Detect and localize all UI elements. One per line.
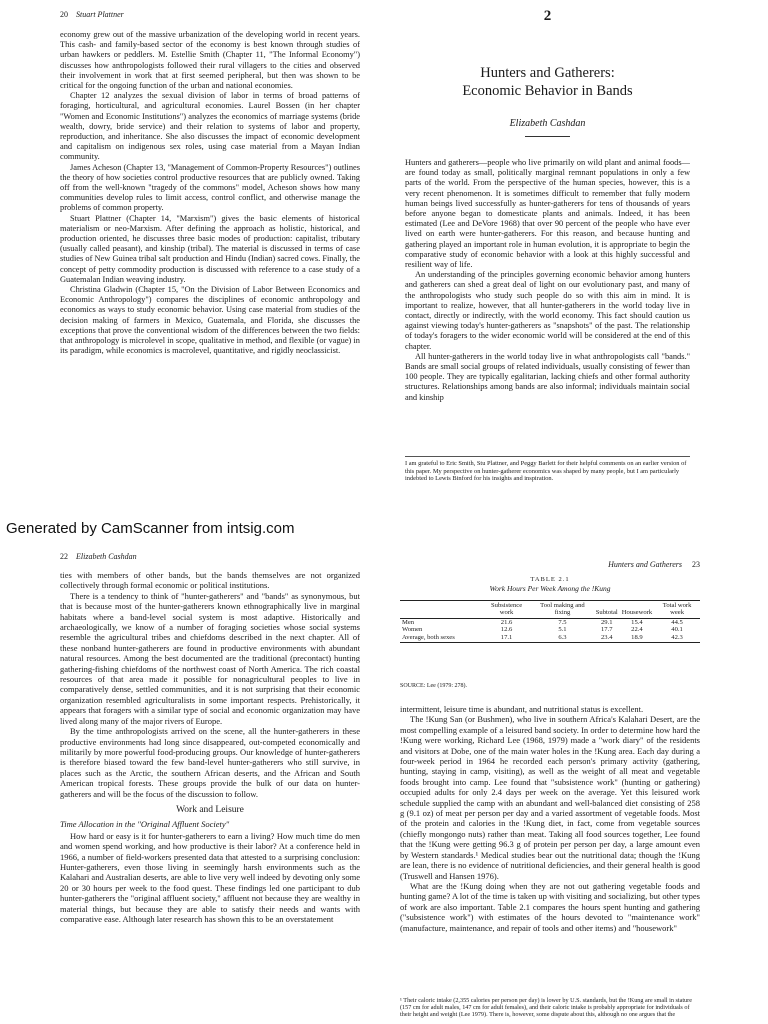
table-cell: Average, both sexes: [402, 634, 455, 641]
paragraph: By the time anthropologists arrived on the scene, all the hunter-gatherers in these productive environments had long since disappeared, out-competed economically and militarily by more powerful food-producing groups. Our knowledge of hunter-gatherers is therefore biased toward the few band-level hunter-gatherers who still survive, in places such as the Arctic, the southern African deserts, and the African and South American tropical forests. These groups provide the bulk of our data on hunter-gatherers and will be the focus of the discussion to follow.: [60, 726, 360, 799]
table-row: [400, 618, 700, 626]
body-text: [400, 704, 700, 933]
table-source: SOURCE: Lee (1979: 278).: [400, 683, 467, 689]
running-header: [60, 10, 124, 19]
paragraph: How hard or easy is it for hunter-gatherers to earn a living? How much time do men and women spend working, and how productive is their labor? At a conference held in 1966, a number of field-workers presented data that attested to a surprising conclusion: Hunter-gatherers, even those living in seemingly harsh environments such as the Kalahari and Australian deserts, are able to live very well indeed by devoting only some 20 or 30 hours per week to the food quest. These findings led one participant to dub hunter-gatherers the "original affluent society," affluent not because they are wealthy in material things, but because they are able to satisfy their needs and wants with comparative ease. Although later research has shown this to be an overstatement: [60, 830, 360, 924]
table-cell: 17.1: [500, 634, 513, 641]
paragraph: Christina Gladwin (Chapter 15, "On the Division of Labor Between Economics and Economic Anthropology") compares the disciplines of economic anthropology and economics as ways to study economic behavior. Using case material from studies of the decision making of farmers in Mexico, Guatemala, and Florida, she discusses the exceptions that prove the conventional wisdom of the differences between the two fields: that anthropology is microlevel in scope, qualitative in method, and flexible (or vague) in its paradigm, while economics is macrolevel, quantitative, and rigidly neoclassicist.: [60, 285, 360, 356]
table-row: [400, 626, 700, 634]
table-cell: 7.5: [558, 618, 567, 626]
table-cell: 22.4: [631, 626, 643, 634]
footnote: ¹ Their caloric intake (2,355 calories per person per day) is lower by U.S. standards, but the !Kung are small in stature (157 cm for adult males, 147 cm for adult females), and their caloric intake is probably appropriate for individuals of their height and weight (Lee 1979). There is, however, some dispute about this, although no one argues that the: [400, 997, 692, 1019]
paragraph: Stuart Plattner (Chapter 14, "Marxism") gives the basic elements of historical materialism or neo-Marxism. After defining the approach as holistic, historical, and production oriented, he discusses three basic modes of production: capitalist, tributary (usually called peasant), and kinship (tribal). The material is discussed in terms of case studies of New Guinea tribal salt production and Hindu (Indian) sacred cows. Finally, the concept of petty commodity production is discussed with reference to a case study of a Guatemalan Indian weaving industry.: [60, 213, 360, 284]
table-cell: 18.9: [631, 634, 643, 641]
chapter-title: [405, 64, 690, 100]
body-text: [405, 158, 690, 403]
chapter-author: Elizabeth Cashdan: [509, 118, 586, 129]
table-caption: TABLE 2.1: [530, 576, 570, 583]
camscanner-banner: Generated by CamScanner from intsig.com: [6, 520, 295, 537]
chapter-title-line-2: Economic Behavior in Bands: [462, 83, 633, 99]
table-header-cell: Housework: [621, 609, 653, 617]
table-row: [400, 634, 700, 642]
page-number: 23: [692, 560, 700, 569]
paragraph: ties with members of other bands, but the bands themselves are not organized collectively through formal economic or political institutions.: [60, 570, 360, 591]
section-heading: Work and Leisure: [176, 804, 244, 815]
table-cell: Women: [402, 626, 423, 634]
acknowledgement-footnote: I am grateful to Eric Smith, Stu Plattner, and Peggy Barlett for their helpful comments on an earlier version of this paper. My perspective on hunter-gatherer economics was shaped by many people, but I am particularly indebted to Lewis Binford for his insights and inspiration.: [405, 456, 690, 483]
table-header-cell: [400, 601, 482, 619]
paragraph: There is a tendency to think of "hunter-gatherers" and "bands" as synonymous, but that is because most of the hunter-gatherers known ethnographically live in marginal habitats where a band-level social system is most adaptive. Historically and archaeologically, we know of a number of foraging societies whose social systems resemble the agricultural tribes and chiefdoms described in the next chapter. All of these nonband hunter-gatherers are found in productive environments with abundant natural resources. Among the best documented are the traditional (precontact) hunting gathering-fishing chiefdoms of the northwest coast of North America. The rich coastal resources of that area made it possible for nonagricultural peoples to live in comparatively dense, settled communities, and it is not surprising that their economic organization resembled agriculturalists in some important respects. Prehistorically, it appears that foragers with a similar type of social and economic organization may have lived along many of the major rivers of Europe.: [60, 590, 360, 726]
table-cell: 42.3: [671, 634, 683, 641]
page-number: 22: [60, 552, 68, 561]
page-number: 20: [60, 10, 68, 19]
table-header-cell: Tool making and fixing: [540, 602, 585, 617]
running-header: [60, 552, 137, 561]
chapter-title-line-1: Hunters and Gatherers:: [480, 65, 615, 81]
table-cell: 23.4: [600, 634, 613, 641]
body-text: [60, 30, 360, 357]
running-head-author: Elizabeth Cashdan: [76, 552, 137, 561]
paragraph: All hunter-gatherers in the world today live in what anthropologists call "bands." Bands are small social groups of related individuals, usually consisting of fewer than 100 people. They are typically egalitarian, lacking chiefs and other formal authority structures. Relationships among bands are also informal; individuals maintain social and kinship: [405, 351, 690, 402]
table-cell: 12.6: [500, 626, 513, 634]
paragraph: The !Kung San (or Bushmen), who live in southern Africa's Kalahari Desert, are the most compelling example of a leisured band society. In order to determine how hard the !Kung were working, Richard Lee (1968, 1979) made a "work diary" of the residents and visitors at Dobe, one of the main water holes in the !Kung area. Each day during a four-week period in 1964 he recorded each person's primary activity (gathering, hunting, staying in camp, visiting), as well as the weight of all meat and vegetable foods brought into camp. Lee found that "subsistence work" (hunting or gathering) occupied adults for only 2.4 days per week on the average. Yet this leisured work schedule supplied the camp with an abundant and well-balanced diet consisting of 258 g (9.1 oz) of meat per person per day and a varied assortment of vegetable foods. Most of the protein and calories in the !Kung diet, in fact, come from vegetable sources (chiefly mongongo nuts) rather than meat. Taking all food sources together, Lee found that the !Kung were getting 96.3 g of protein per person per day, a large amount even by Western standards.¹ Medical studies bear out the nutritional data; though the !Kung are lean, there is no evidence of nutritional deficiencies, and their general health is good (Truswell and Hansen 1976).: [400, 714, 700, 881]
paragraph: What are the !Kung doing when they are not out gathering vegetable foods and hunting game? A lot of the time is taken up with visiting and socializing, but other types of work are also important. Table 2.1 compares the hours spent hunting and gathering ("subsistence work") with estimates of the hours devoted to "maintenance work" (manufacture, maintenance, and repair of tools and other items) and "housework": [400, 880, 700, 933]
table-header-row: [400, 601, 700, 619]
table-cell: Men: [402, 618, 415, 626]
table-cell: 44.5: [671, 618, 683, 626]
paragraph: intermittent, leisure time is abundant, and nutritional status is excellent.: [400, 704, 644, 714]
body-text: [60, 570, 360, 924]
table-header-cell: Subtotal: [595, 609, 618, 617]
subsection-heading: Time Allocation in the "Original Affluent Society": [60, 819, 230, 830]
page-21-chapter-opener: [405, 8, 690, 493]
table-cell: 15.4: [631, 618, 643, 626]
page-23: [400, 552, 700, 1024]
running-header: [608, 560, 700, 569]
running-head-author: Stuart Plattner: [76, 10, 124, 19]
title-rule: [525, 136, 570, 137]
paragraph: economy grew out of the massive urbanization of the developing world in recent years. This cash- and family-based sector of the economy is best known through studies of urban hawkers or peddlers. M. Estellie Smith (Chapter 11, "The Informal Economy") discusses how anthropologists followed their rural villagers to the cities and observed their involvement in work that at first seemed peripheral, but then was shown to be critical for the ongoing function of the urban and national economies.: [60, 30, 360, 91]
table-header-cell: Subsistence work: [490, 602, 523, 617]
table-cell: 5.1: [558, 626, 567, 634]
running-head-title: Hunters and Gatherers: [608, 560, 682, 569]
table-header-cell: Total work week: [662, 602, 692, 617]
paragraph: An understanding of the principles governing economic behavior among hunters and gatherers can shed a great deal of light on our evolutionary past, and many of the anthropologists who study such people do so with this aim in mind. It is important to realize, however, that all hunter-gatherers in the world today live in contact, directly or indirectly, with the world economy. This fact should caution us against viewing today's hunter-gatherers as "snapshots" of the past. The relationship of today's foragers to the wider economic world will be considered at the end of this chapter.: [405, 270, 690, 351]
paragraph: Hunters and gatherers—people who live primarily on wild plant and animal foods—are found today as small, politically marginal remnant populations in only a few parts of the world. From the perspective of the human species, however, this is a very recent phenomenon. It is sometimes difficult to remember that fully modern human beings lived successfully as hunter-gatherers for tens of thousands of years before anyone began to domesticate plants and animals. Indeed, it has been estimated (Lee and DeVore 1968) that over 90 percent of the people who have ever lived on earth were hunter-gatherers. For this reason, and because hunting and gathering played an important role in human evolution, it is appropriate to begin the comparative study of economic behavior with a look at this highly successful and resilient way of life.: [405, 158, 690, 270]
work-hours-table: [400, 600, 700, 643]
table-cell: 6.3: [558, 634, 567, 641]
paragraph: Chapter 12 analyzes the sexual division of labor in terms of broad patterns of foraging, horticultural, and agricultural economies. Laurel Bossen (in her chapter "Women and Economic Institutions") analyzes the economics of marriage systems (bride wealth, dowry, bride service) and their relation to systems of labor and property, reproduction, and inheritance. She also discusses the impact of economic development and capitalism on indigenous sex roles, using case material from a Mayan Indian community.: [60, 91, 360, 162]
table-cell: 17.7: [600, 626, 613, 634]
table-cell: 21.6: [500, 618, 513, 626]
page-22: [60, 552, 370, 1024]
table-title: Work Hours Per Week Among the !Kung: [489, 584, 611, 593]
page-20: [60, 10, 360, 490]
table-cell: 29.1: [600, 618, 613, 626]
paragraph: James Acheson (Chapter 13, "Management of Common-Property Resources") outlines the theory of how societies control productive resources that are publicly owned. Taking off from the well-known "tragedy of the commons" model, Acheson shows how many communities develop rules to limit access, control conflict, and otherwise manage the problems of common property.: [60, 162, 360, 213]
table-cell: 40.1: [671, 626, 683, 634]
chapter-number: 2: [543, 8, 552, 24]
